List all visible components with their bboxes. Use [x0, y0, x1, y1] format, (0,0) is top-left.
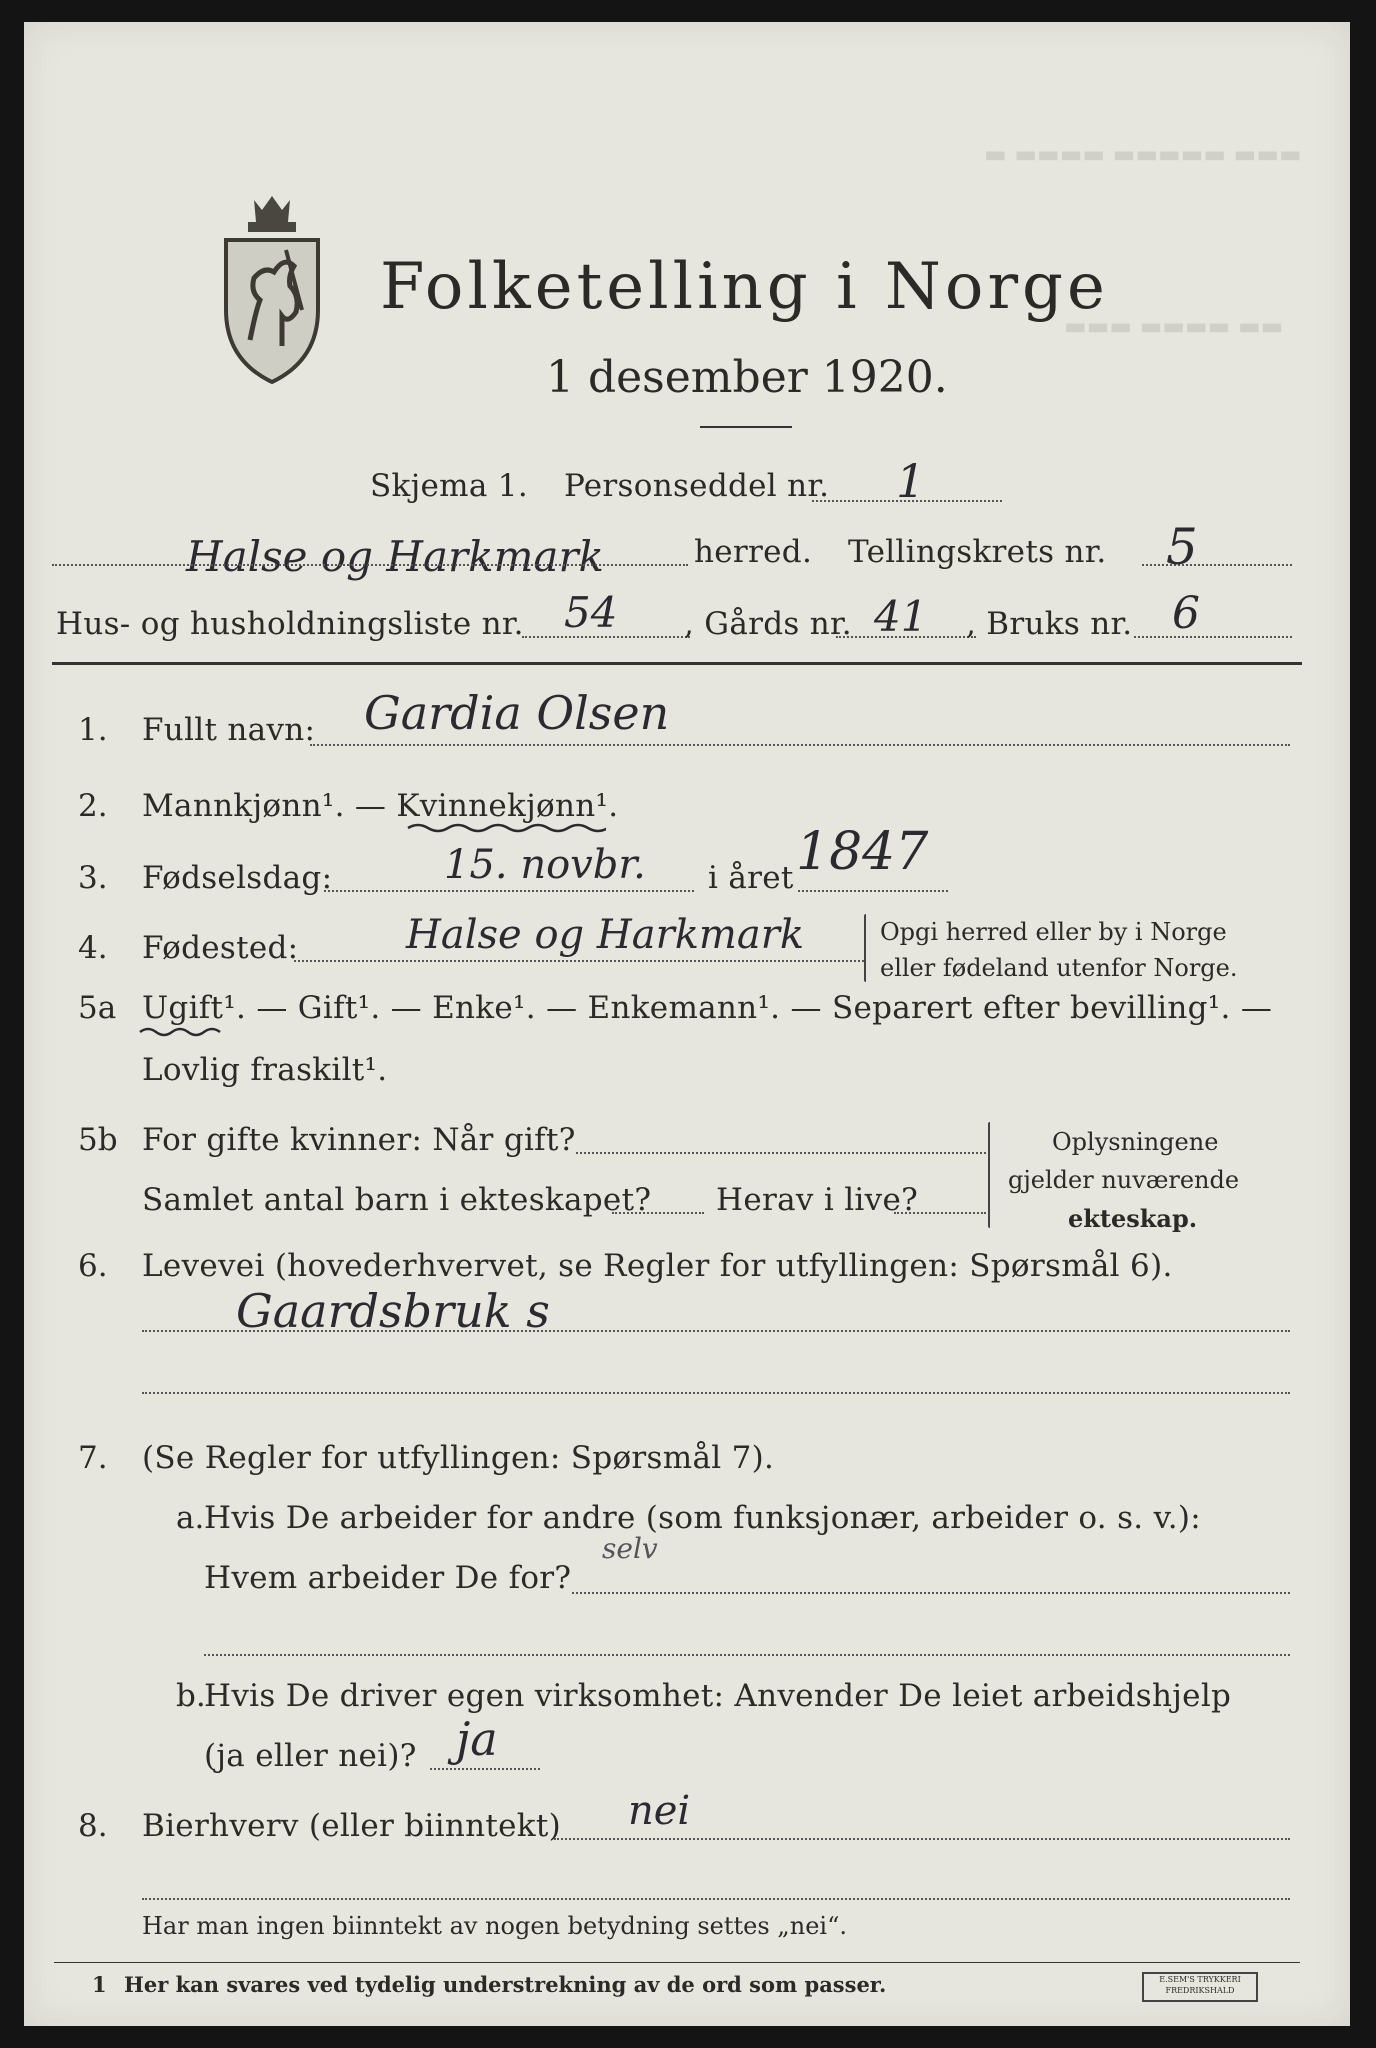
full-name-value: Gardia Olsen	[364, 686, 670, 740]
bruks-value: 6	[1172, 588, 1200, 639]
q3-line	[324, 890, 694, 892]
q5b-live-line	[894, 1212, 986, 1214]
q7b-line-2: (ja eller nei)?	[204, 1738, 417, 1774]
kvinnekjonn-underline	[406, 820, 606, 834]
q5b-brace	[988, 1122, 990, 1228]
q3-year-line	[798, 890, 948, 892]
bruks-line	[1134, 636, 1292, 638]
q7b-letter: b.	[176, 1678, 206, 1714]
q4-note-2: eller fødeland utenfor Norge.	[880, 954, 1238, 982]
printer-line-2: FREDRIKSHALD	[1165, 1986, 1235, 1995]
q7a-line-1: Hvis De arbeider for andre (som funksjonær, arbeider o. s. v.):	[204, 1500, 1202, 1536]
bruks-label: , Bruks nr.	[966, 606, 1133, 642]
q7-label: (Se Regler for utfyllingen: Spørsmål 7).	[142, 1440, 775, 1476]
printer-line-1: E.SEM'S TRYKKERI	[1159, 1975, 1241, 1984]
footer-note: Har man ingen biinntekt av nogen betydning settes „nei“.	[142, 1912, 847, 1940]
footnote-text: Her kan svares ved tydelig understrekning av de ord som passer.	[124, 1972, 887, 1997]
gaards-label: , Gårds nr.	[684, 606, 852, 642]
q5b-barn-line	[612, 1212, 704, 1214]
q3-number: 3.	[78, 860, 108, 896]
q6-line-2	[142, 1392, 1290, 1394]
husliste-value: 54	[564, 588, 618, 637]
tellingskrets-line	[1142, 564, 1292, 566]
personseddel-label: Personseddel nr.	[564, 468, 830, 504]
q3-label: Fødselsdag:	[142, 860, 333, 896]
q5b-line-2a: Samlet antal barn i ekteskapet?	[142, 1182, 652, 1218]
bleed-through-text: ▬ ▬▬▬▬ ▬▬▬▬▬ ▬▬▬	[984, 140, 1302, 168]
q5a-line-2: Lovlig fraskilt¹.	[142, 1052, 388, 1088]
norwegian-coat-of-arms-icon	[216, 190, 328, 390]
q4-number: 4.	[78, 930, 108, 966]
q7b-line	[430, 1768, 540, 1770]
q3-year-label: i året	[708, 860, 794, 896]
q5b-gift-line	[576, 1152, 986, 1154]
q8-label: Bierhverv (eller biinntekt)	[142, 1808, 562, 1844]
birth-year-value: 1847	[796, 822, 929, 882]
form-date: 1 desember 1920.	[546, 352, 948, 403]
q7a-line-2-blank	[204, 1654, 1290, 1656]
employer-value: selv	[602, 1532, 658, 1565]
q7a-line	[572, 1592, 1290, 1594]
q7a-letter: a.	[176, 1500, 205, 1536]
q6-line-1	[142, 1330, 1290, 1332]
q2-number: 2.	[78, 788, 108, 824]
q4-note-1: Opgi herred eller by i Norge	[880, 918, 1227, 946]
q5b-line-1: For gifte kvinner: Når gift?	[142, 1122, 576, 1158]
herred-label: herred.	[694, 534, 813, 570]
q1-label: Fullt navn:	[142, 712, 316, 748]
q5b-note-2: gjelder nuværende	[1008, 1166, 1240, 1194]
herred-value: Halse og Harkmark	[186, 532, 604, 581]
q8-line-2	[142, 1898, 1290, 1900]
herred-line	[52, 564, 688, 566]
footer-divider	[54, 1962, 1300, 1963]
q5b-number: 5b	[78, 1122, 118, 1158]
q7-number: 7.	[78, 1440, 108, 1476]
footnote-number: 1	[92, 1972, 107, 1997]
q8-number: 8.	[78, 1808, 108, 1844]
hired-help-value: ja	[456, 1712, 498, 1766]
side-income-value: nei	[628, 1788, 691, 1834]
q6-label: Levevei (hovederhvervet, se Regler for utfyllingen: Spørsmål 6).	[142, 1248, 1173, 1284]
bleed-through-text: ▬▬▬ ▬▬▬▬ ▬▬	[1064, 312, 1284, 340]
occupation-value: Gaardsbruk s	[236, 1284, 550, 1338]
q7b-line-1: Hvis De driver egen virksomhet: Anvender De leiet arbeidshjelp	[204, 1678, 1232, 1714]
q5b-note-1: Oplysningene	[1052, 1128, 1219, 1156]
q1-line	[310, 744, 1290, 746]
q7a-line-2: Hvem arbeider De for?	[204, 1560, 572, 1596]
birthdate-value: 15. novbr.	[444, 842, 646, 888]
tellingskrets-label: Tellingskrets nr.	[848, 534, 1107, 570]
skjema-label: Skjema 1.	[370, 468, 528, 504]
census-form-sheet	[24, 22, 1350, 2026]
husliste-label: Hus- og husholdningsliste nr.	[56, 606, 524, 642]
q5b-line-2b: Herav i live?	[716, 1182, 919, 1218]
q1-number: 1.	[78, 712, 108, 748]
q5a-line-1: Ugift¹. — Gift¹. — Enke¹. — Enkemann¹. — Separert efter bevilling¹. —	[142, 990, 1273, 1026]
q4-line	[294, 960, 864, 962]
printer-stamp	[1142, 1972, 1258, 2002]
header-divider	[52, 662, 1302, 665]
tellingskrets-value: 5	[1166, 518, 1198, 576]
q4-label: Fødested:	[142, 930, 299, 966]
form-title: Folketelling i Norge	[380, 250, 1109, 324]
q2-label: Mannkjønn¹. — Kvinnekjønn¹.	[142, 788, 619, 824]
q5a-number: 5a	[78, 990, 117, 1026]
ugift-underline	[138, 1024, 228, 1038]
birthplace-value: Halse og Harkmark	[406, 912, 805, 958]
q8-line	[554, 1838, 1290, 1840]
q5b-note-3: ekteskap.	[1068, 1204, 1198, 1233]
q4-brace	[864, 914, 866, 982]
personseddel-value: 1	[896, 454, 926, 508]
title-divider	[700, 426, 792, 428]
q6-number: 6.	[78, 1248, 108, 1284]
gaards-value: 41	[874, 592, 928, 641]
